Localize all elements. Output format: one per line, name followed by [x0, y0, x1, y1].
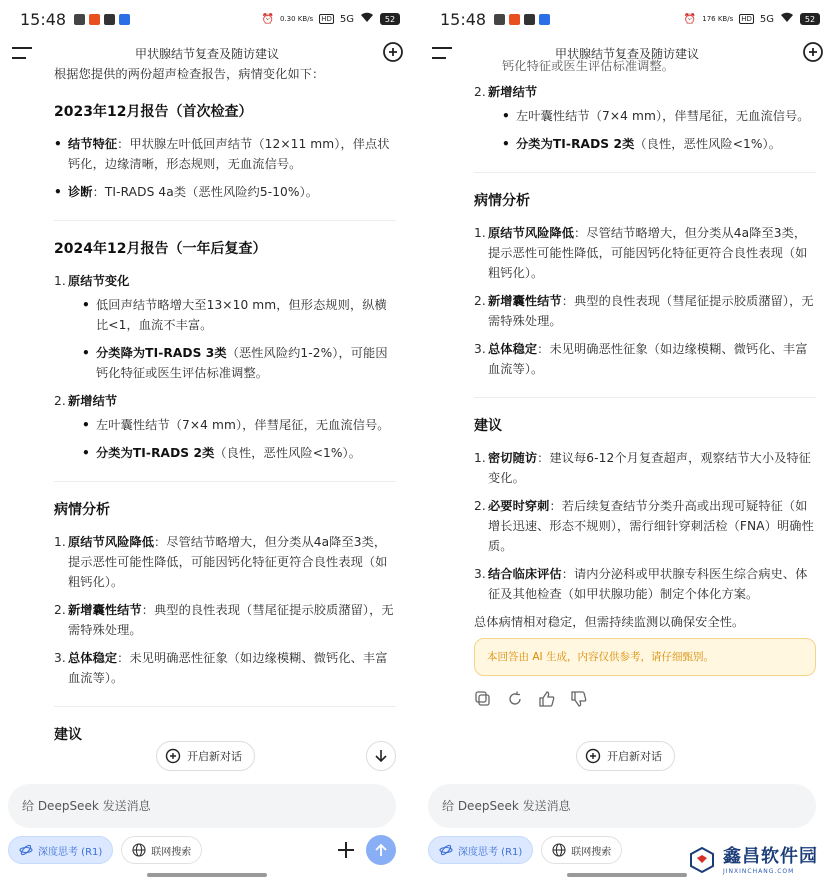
status-bar: [0, 0, 414, 38]
alarm-icon: ⏰: [261, 13, 274, 25]
input-toolbar: [8, 836, 396, 864]
watermark-subtitle: JINXINCHANG.COM: [723, 868, 795, 875]
status-time: 15:48: [440, 9, 487, 29]
status-right: [684, 12, 820, 26]
message-input-container: [8, 784, 396, 828]
send-button[interactable]: [366, 835, 396, 865]
report-2024-list: [54, 271, 396, 463]
ai-disclaimer: 本回答由 AI 生成，内容仅供参考，请仔细甄别。: [474, 638, 816, 676]
new-conversation-button[interactable]: [576, 741, 675, 771]
deep-think-label: 深度思考 (R1): [458, 846, 523, 858]
copy-icon[interactable]: [474, 690, 492, 708]
list-item: • 左叶囊性结节（7×4 mm），伴彗尾征，无血流信号。: [82, 415, 396, 435]
list-item: • 分类降为TI-RADS 3类（恶性风险约1-2%），可能因钙化特征或医生评估标准调整。: [82, 343, 396, 383]
battery-indicator: 52: [800, 13, 820, 25]
globe-icon: [552, 843, 566, 857]
home-indicator: [567, 873, 687, 877]
list-item: 3. 总体稳定：未见明确恶性征象（如边缘模糊、微钙化、丰富血流等）。: [54, 651, 388, 685]
section-title-analysis: 病情分析: [474, 193, 530, 209]
divider: [54, 220, 396, 221]
menu-icon[interactable]: [12, 45, 34, 61]
section-title-analysis: 病情分析: [54, 502, 110, 518]
phone-screen-left: [0, 0, 414, 887]
alarm-icon: ⏰: [683, 13, 697, 25]
message-input[interactable]: [22, 799, 382, 813]
battery-indicator: 52: [380, 13, 400, 25]
site-watermark: [681, 838, 824, 879]
list-item: • 分类为TI-RADS 2类（良性，恶性风险<1%）。: [82, 443, 396, 463]
arrow-down-icon: [374, 749, 388, 763]
network-speed: 176 KB/s: [702, 14, 734, 23]
analysis-list: [474, 223, 816, 379]
deep-think-label: 深度思考 (R1): [38, 846, 103, 858]
analysis-list: [54, 532, 396, 688]
app-icon: [539, 14, 550, 25]
message-icon: [104, 14, 115, 25]
phone-screen-right: [420, 0, 834, 887]
web-search-label: 联网搜索: [571, 846, 612, 858]
new-conversation-label: 开启新对话: [607, 750, 662, 763]
app-icon: [119, 14, 130, 25]
web-search-toggle[interactable]: [541, 836, 622, 864]
hd-icon: HD: [321, 15, 332, 23]
list-item: 1. 原结节风险降低：尽管结节略增大，但分类从4a降至3类，提示恶性可能性降低，可能因钙化特征更符合良性表现（如粗钙化）。: [54, 535, 388, 589]
list-item: • 分类为TI-RADS 2类（良性，恶性风险<1%）。: [502, 134, 816, 154]
regenerate-icon[interactable]: [506, 690, 524, 708]
wifi-icon: [360, 12, 374, 26]
message-icon: [524, 14, 535, 25]
chat-content: [474, 59, 816, 777]
plus-icon[interactable]: [334, 838, 358, 862]
new-chat-icon: [165, 748, 181, 764]
list-item: • 诊断：TI-RADS 4a类（恶性风险约5-10%）。: [54, 182, 396, 202]
divider: [474, 172, 816, 173]
divider: [54, 481, 396, 482]
intro-text: 根据您提供的两份超声检查报告，病情变化如下：: [54, 67, 325, 81]
page-title: 甲状腺结节复查及随访建议: [554, 46, 699, 61]
web-search-toggle[interactable]: [121, 836, 202, 864]
globe-icon: [132, 843, 146, 857]
status-right: [262, 12, 400, 26]
wifi-icon: [780, 12, 794, 26]
hd-icon: HD: [741, 15, 752, 23]
clipped-text: 钙化特征或医生评估标准调整。: [502, 59, 675, 73]
thumbs-down-icon[interactable]: [570, 690, 588, 708]
section-title-suggestion: 建议: [474, 418, 502, 434]
section-title-suggestion: 建议: [54, 727, 82, 743]
signal-label: 5G: [759, 13, 774, 25]
menu-icon[interactable]: [432, 45, 454, 61]
atom-icon: [439, 843, 453, 857]
network-speed: 0.30 KB/s: [280, 14, 314, 23]
notification-icon: [494, 14, 505, 25]
new-conversation-label: 开启新对话: [187, 750, 242, 763]
list-item: • 结节特征：甲状腺左叶低回声结节（12×11 mm），伴点状钙化，边缘清晰，形态规则，无血流信号。: [54, 134, 396, 174]
message-input-container: [428, 784, 816, 828]
list-item: 1. 原结节变化 • 低回声结节略增大至13×10 mm，但形态规则，纵横比<1，血流不丰富。 • 分类降为TI-RADS 3类（恶性风险约1-2%），可能因钙化特征或医生评估标准调整。: [54, 271, 396, 383]
deep-think-toggle[interactable]: [428, 836, 533, 864]
list-item: 1. 原结节风险降低：尽管结节略增大，但分类从4a降至3类，提示恶性可能性降低，可能因钙化特征更符合良性表现（如粗钙化）。: [474, 226, 808, 280]
status-bar: [420, 0, 834, 38]
list-item: 2. 新增囊性结节：典型的良性表现（彗尾征提示胶质潴留），无需特殊处理。: [474, 294, 814, 328]
message-actions: [474, 690, 816, 708]
notification-icon: [74, 14, 85, 25]
weibo-icon: [509, 14, 520, 25]
new-conversation-button[interactable]: [156, 741, 255, 771]
section-title-2023: 2023年12月报告（首次检查）: [54, 104, 253, 120]
message-input[interactable]: [442, 799, 802, 813]
chat-content: [54, 68, 396, 777]
deep-think-toggle[interactable]: [8, 836, 113, 864]
home-indicator: [147, 873, 267, 877]
new-nodule-list: [474, 82, 816, 154]
weibo-icon: [89, 14, 100, 25]
suggestion-list: [474, 448, 816, 604]
thumbs-up-icon[interactable]: [538, 690, 556, 708]
list-item: 1. 密切随访：建议每6-12个月复查超声，观察结节大小及特征变化。: [474, 451, 811, 485]
scroll-down-button[interactable]: [366, 741, 396, 771]
atom-icon: [19, 843, 33, 857]
report-2023-list: [54, 134, 396, 202]
status-time: 15:48: [20, 9, 67, 29]
list-item: 2. 必要时穿刺：若后续复查结节分类升高或出现可疑特征（如增长迅速、形态不规则），需行细针穿刺活检（FNA）明确性质。: [474, 499, 814, 553]
watermark-logo-icon: [687, 844, 717, 874]
list-item: • 左叶囊性结节（7×4 mm），伴彗尾征，无血流信号。: [502, 106, 816, 126]
list-item: 3. 结合临床评估：请内分泌科或甲状腺专科医生综合病史、体征及其他检查（如甲状腺功能）制定个体化方案。: [474, 567, 808, 601]
summary-text: 总体病情相对稳定，但需持续监测以确保安全性。: [474, 615, 745, 629]
watermark-title: 鑫昌软件园: [723, 846, 818, 867]
divider: [474, 397, 816, 398]
list-item: 2. 新增结节 • 左叶囊性结节（7×4 mm），伴彗尾征，无血流信号。 • 分类为TI-RADS 2类（良性，恶性风险<1%）。: [474, 82, 816, 154]
page-title: 甲状腺结节复查及随访建议: [134, 46, 279, 61]
section-title-2024: 2024年12月报告（一年后复查）: [54, 241, 267, 257]
list-item: 3. 总体稳定：未见明确恶性征象（如边缘模糊、微钙化、丰富血流等）。: [474, 342, 808, 376]
divider: [54, 706, 396, 707]
list-item: • 低回声结节略增大至13×10 mm，但形态规则，纵横比<1，血流不丰富。: [82, 295, 396, 335]
list-item: 2. 新增结节 • 左叶囊性结节（7×4 mm），伴彗尾征，无血流信号。 • 分类为TI-RADS 2类（良性，恶性风险<1%）。: [54, 391, 396, 463]
new-chat-icon: [585, 748, 601, 764]
new-chat-icon[interactable]: [382, 41, 404, 63]
web-search-label: 联网搜索: [151, 846, 192, 858]
arrow-up-icon: [374, 843, 388, 857]
signal-label: 5G: [339, 13, 354, 25]
list-item: 2. 新增囊性结节：典型的良性表现（彗尾征提示胶质潴留），无需特殊处理。: [54, 603, 394, 637]
